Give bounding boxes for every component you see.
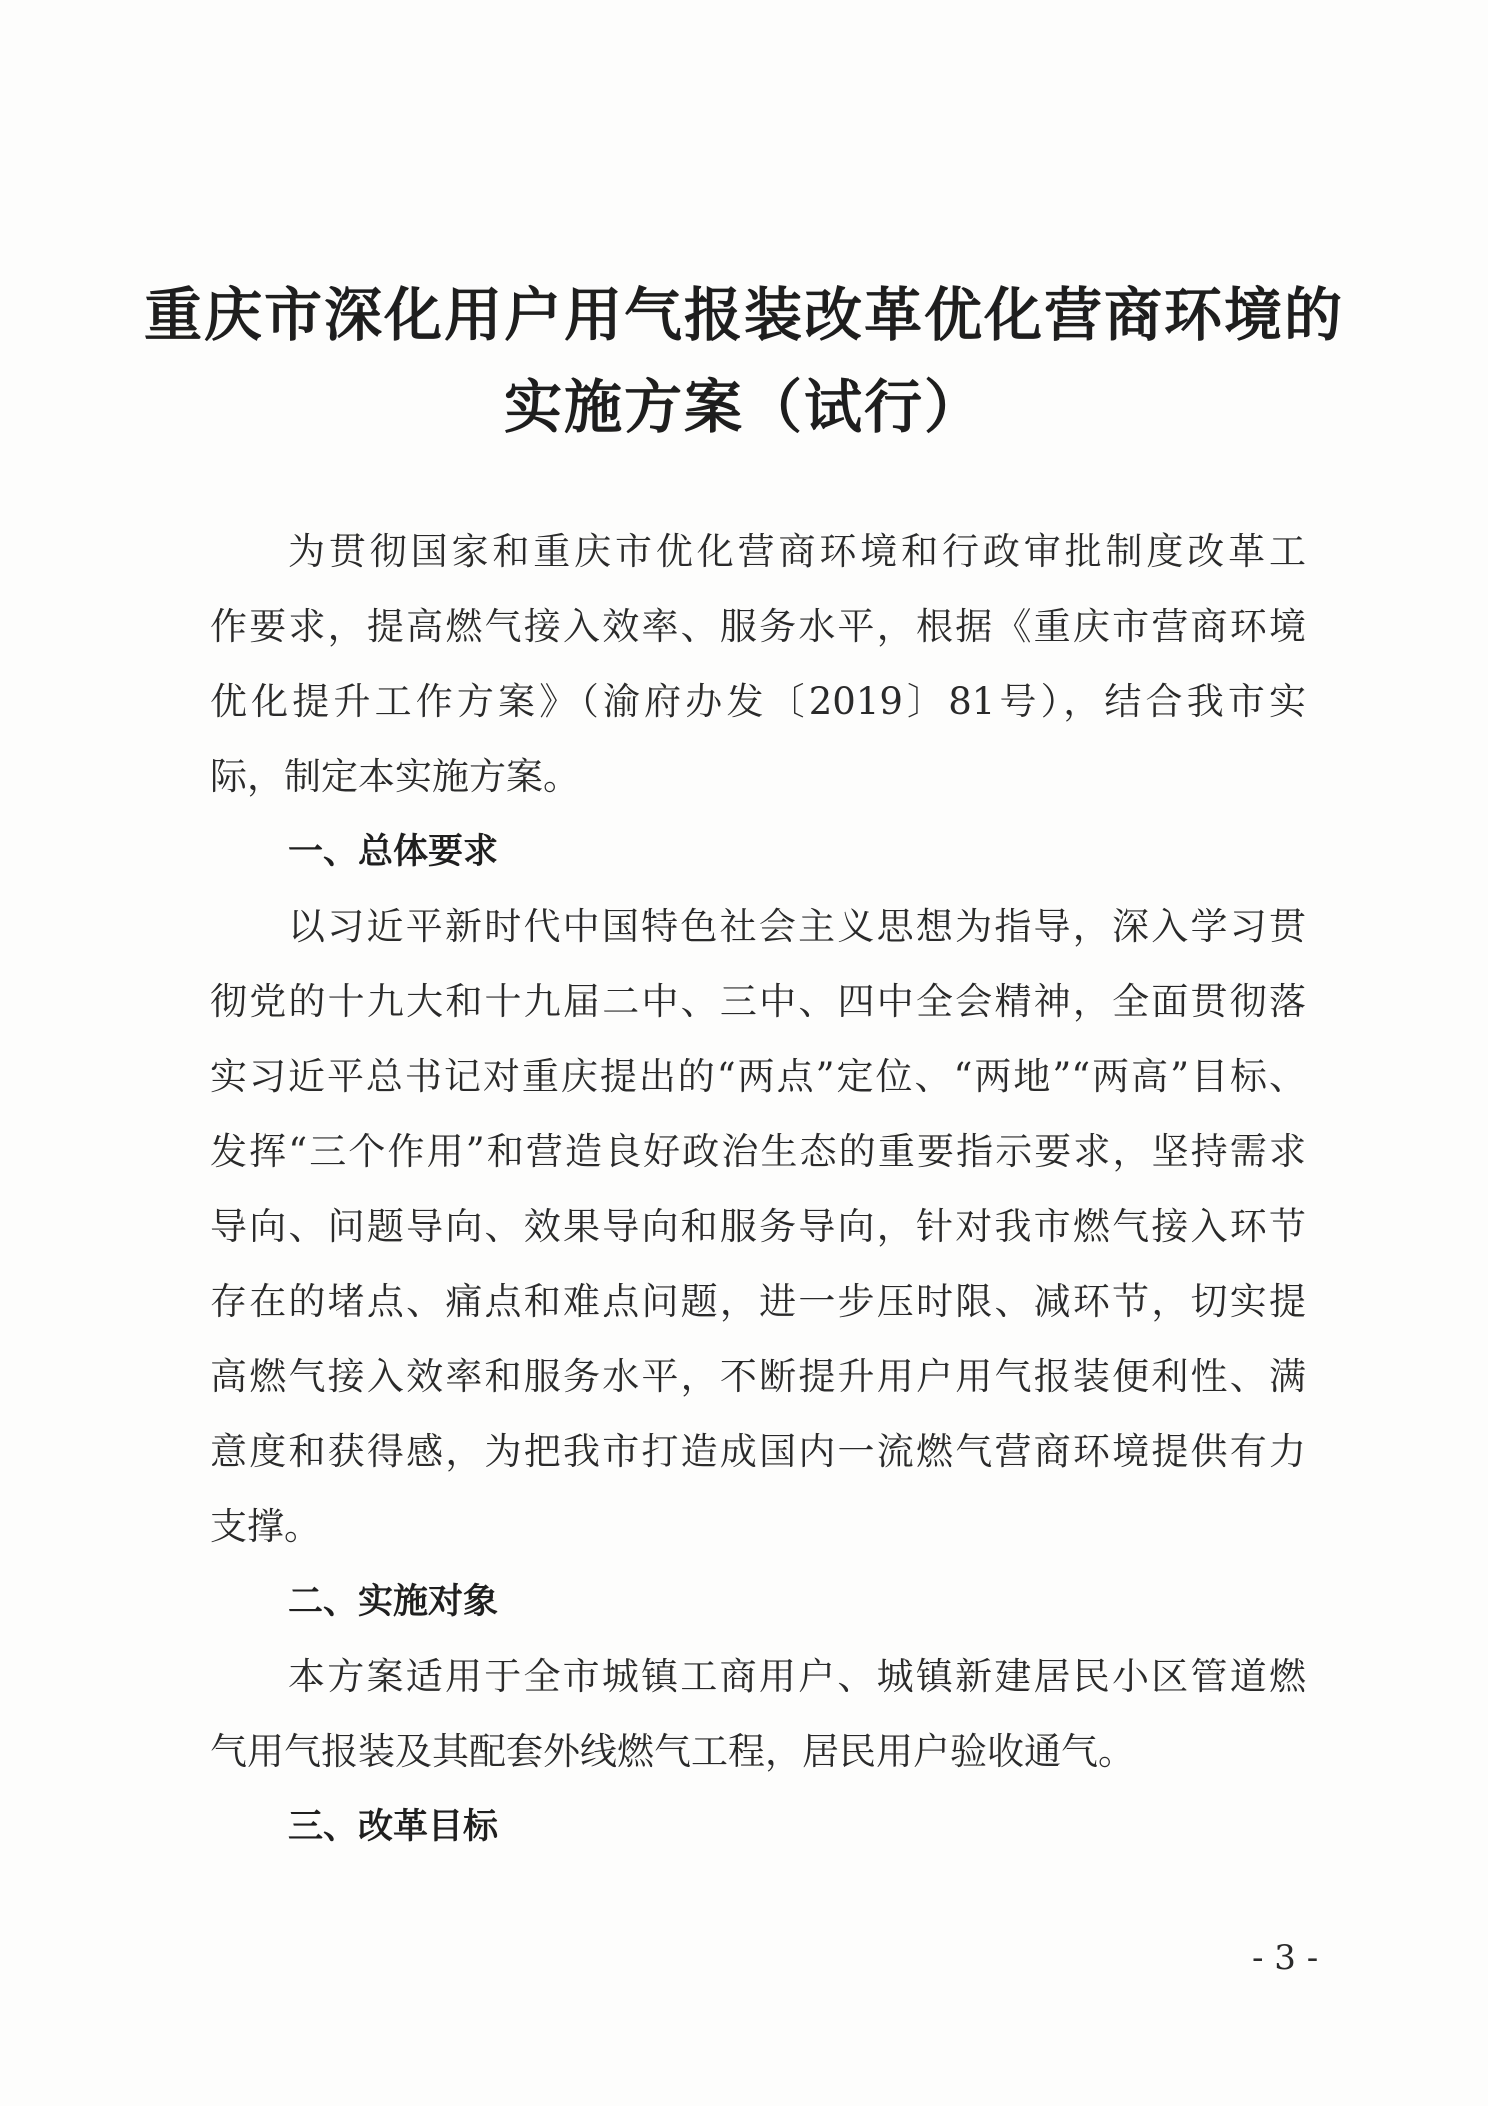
section1-line: 以习近平新时代中国特色社会主义思想为指导，深入学习贯: [288, 905, 1306, 948]
section1-line: 高燃气接入效率和服务水平，不断提升用户用气报装便利性、满: [210, 1355, 1306, 1398]
page-number: - 3 -: [1252, 1938, 1319, 1978]
section1-line: 导向、问题导向、效果导向和服务导向，针对我市燃气接入环节: [210, 1205, 1306, 1248]
document-title-line-2: 实施方案（试行）: [503, 373, 984, 441]
section1-line: 实习近平总书记对重庆提出的“两点”定位、“两地”“两高”目标、: [210, 1055, 1306, 1098]
section1-line: 存在的堵点、痛点和难点问题，进一步压时限、减环节，切实提: [210, 1280, 1306, 1323]
section2-line: 气用气报装及其配套外线燃气工程，居民用户验收通气。: [210, 1730, 1135, 1773]
intro-line: 为贯彻国家和重庆市优化营商环境和行政审批制度改革工: [288, 530, 1306, 573]
section1-line: 支撑。: [210, 1505, 321, 1548]
section1-line: 意度和获得感，为把我市打造成国内一流燃气营商环境提供有力: [210, 1430, 1306, 1473]
intro-line: 际，制定本实施方案。: [210, 755, 580, 798]
section-heading-3: 三、改革目标: [288, 1807, 499, 1847]
section2-line: 本方案适用于全市城镇工商用户、城镇新建居民小区管道燃: [288, 1655, 1306, 1698]
intro-line: 优化提升工作方案》（渝府办发〔2019〕81号），结合我市实: [210, 680, 1306, 723]
document-title-line-1: 重庆市深化用户用气报装改革优化营商环境的: [143, 281, 1344, 349]
section-heading-2: 二、实施对象: [288, 1582, 499, 1622]
section1-line: 彻党的十九大和十九届二中、三中、四中全会精神，全面贯彻落: [210, 980, 1306, 1023]
intro-line: 作要求，提高燃气接入效率、服务水平，根据《重庆市营商环境: [210, 605, 1306, 648]
section1-line: 发挥“三个作用”和营造良好政治生态的重要指示要求，坚持需求: [210, 1130, 1306, 1173]
section-heading-1: 一、总体要求: [288, 832, 499, 872]
